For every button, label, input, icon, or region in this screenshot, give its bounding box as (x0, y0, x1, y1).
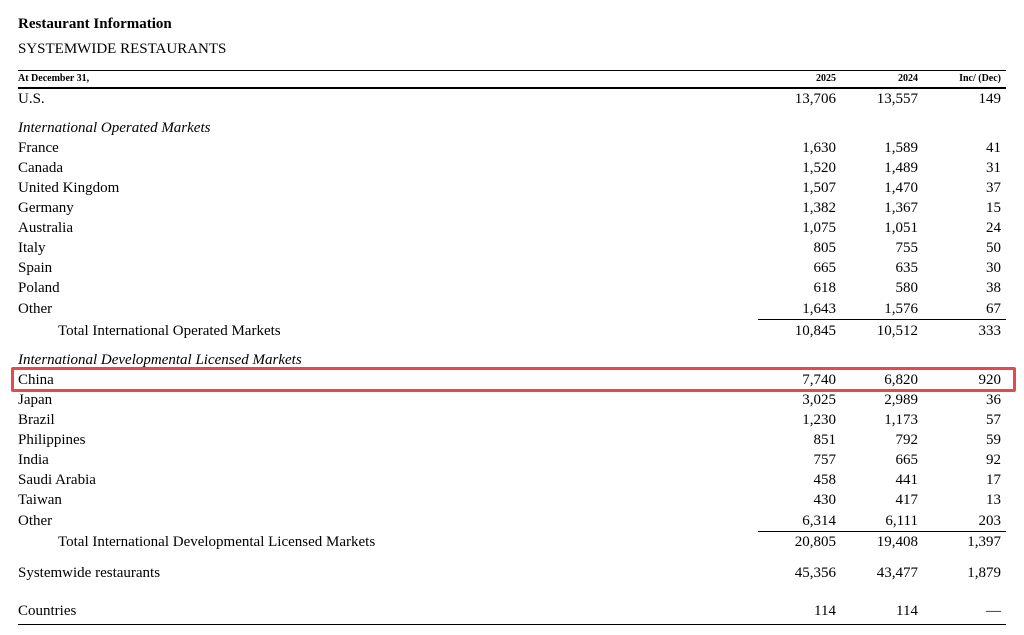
value-2024: 1,367 (884, 200, 918, 216)
value-2024: 1,589 (884, 140, 918, 156)
value-2024: 10,512 (876, 323, 918, 339)
table-row (18, 390, 1006, 410)
row-label: Other (18, 513, 53, 529)
table-row (18, 450, 1006, 470)
row-label: China (18, 372, 54, 388)
table-row (18, 178, 1006, 198)
value-2024: 417 (895, 492, 918, 508)
value-2025: 1,643 (802, 301, 836, 317)
value-2025: 20,805 (794, 534, 836, 550)
value-2025: 1,382 (802, 200, 836, 216)
row-label: Brazil (18, 412, 55, 428)
value-2024: 43,477 (876, 565, 918, 581)
value-2025: 430 (813, 492, 836, 508)
header-col-2024: 2024 (898, 73, 918, 84)
value-2025: 6,314 (802, 513, 836, 529)
value-change: 31 (986, 160, 1001, 176)
value-change: 38 (986, 280, 1001, 296)
row-label: India (18, 452, 49, 468)
value-2024: 441 (895, 472, 918, 488)
table-row (18, 410, 1006, 430)
row-label: Saudi Arabia (18, 472, 96, 488)
row-label: Philippines (18, 432, 86, 448)
value-2024: 1,173 (884, 412, 918, 428)
row-label: Other (18, 301, 53, 317)
value-change: 13 (986, 492, 1001, 508)
value-2025: 1,520 (802, 160, 836, 176)
value-change: 920 (978, 372, 1001, 388)
value-change: 203 (978, 513, 1001, 529)
row-label: United Kingdom (18, 180, 120, 196)
value-2025: 757 (813, 452, 836, 468)
value-change: 1,397 (967, 534, 1001, 550)
value-change: 57 (986, 412, 1001, 428)
value-2024: 755 (895, 240, 918, 256)
row-label: Canada (18, 160, 63, 176)
row-label: Germany (18, 200, 74, 216)
value-2024: 635 (895, 260, 918, 276)
value-2024: 13,557 (876, 91, 918, 107)
value-2024: 19,408 (876, 534, 918, 550)
row-label: Systemwide restaurants (18, 565, 161, 581)
value-change: 37 (986, 180, 1001, 196)
table-row-countries (18, 601, 1006, 621)
value-change: 92 (986, 452, 1001, 468)
row-label: Japan (18, 392, 53, 408)
table-bottom-rule (18, 624, 1006, 625)
value-2024: 1,051 (884, 220, 918, 236)
table-top-rule (18, 70, 1006, 71)
table-row (18, 238, 1006, 258)
page-title: Restaurant Information (18, 16, 172, 32)
table-row (18, 470, 1006, 490)
value-change: — (986, 603, 1001, 619)
row-label: Poland (18, 280, 60, 296)
value-change: 15 (986, 200, 1001, 216)
row-label: Italy (18, 240, 46, 256)
row-label: Total International Operated Markets (58, 323, 281, 339)
value-2024: 114 (896, 603, 918, 619)
table-row (18, 299, 1006, 319)
table-row (18, 490, 1006, 510)
value-change: 30 (986, 260, 1001, 276)
value-change: 17 (986, 472, 1001, 488)
table-row (18, 198, 1006, 218)
table-row (18, 138, 1006, 158)
header-col-change: Inc/ (Dec) (959, 73, 1001, 84)
row-label: Australia (18, 220, 73, 236)
value-2025: 13,706 (794, 91, 836, 107)
table-row (18, 218, 1006, 238)
row-label: U.S. (18, 91, 45, 107)
value-2025: 1,507 (802, 180, 836, 196)
total-row-iom (18, 321, 1006, 341)
section-heading-iom (18, 118, 1006, 138)
value-2024: 6,111 (885, 513, 918, 529)
value-2025: 851 (813, 432, 836, 448)
table-row (18, 158, 1006, 178)
value-2025: 618 (813, 280, 836, 296)
section-title: International Operated Markets (18, 120, 211, 136)
value-2025: 1,630 (802, 140, 836, 156)
value-change: 149 (978, 91, 1001, 107)
header-col-2025: 2025 (816, 73, 836, 84)
value-2025: 3,025 (802, 392, 836, 408)
value-2025: 1,075 (802, 220, 836, 236)
value-2025: 805 (813, 240, 836, 256)
table-row (18, 278, 1006, 298)
value-2024: 2,989 (884, 392, 918, 408)
table-row (18, 258, 1006, 278)
row-label: Taiwan (18, 492, 62, 508)
row-label: Total International Developmental Licensed Markets (58, 534, 376, 550)
value-change: 59 (986, 432, 1001, 448)
value-2025: 458 (813, 472, 836, 488)
table-row (18, 511, 1006, 531)
row-label: Spain (18, 260, 53, 276)
subtotal-rule (758, 319, 1006, 320)
header-date-label: At December 31, (18, 73, 90, 84)
value-2024: 6,820 (884, 372, 918, 388)
value-2025: 114 (814, 603, 836, 619)
value-change: 24 (986, 220, 1001, 236)
value-2024: 580 (895, 280, 918, 296)
total-row-idl (18, 532, 1006, 552)
table-row (18, 430, 1006, 450)
value-2024: 792 (895, 432, 918, 448)
value-2025: 10,845 (794, 323, 836, 339)
value-2025: 7,740 (802, 372, 836, 388)
table-row-us (18, 89, 1006, 109)
value-2025: 665 (813, 260, 836, 276)
value-2025: 45,356 (794, 565, 836, 581)
value-change: 333 (978, 323, 1001, 339)
table-row-systemwide (18, 563, 1006, 583)
value-2024: 1,470 (884, 180, 918, 196)
value-change: 67 (986, 301, 1001, 317)
value-change: 1,879 (967, 565, 1001, 581)
value-change: 41 (986, 140, 1001, 156)
highlight-box (11, 367, 1016, 392)
section-title: International Developmental Licensed Markets (18, 352, 302, 368)
value-change: 36 (986, 392, 1001, 408)
table-subtitle: SYSTEMWIDE RESTAURANTS (18, 41, 227, 57)
value-2024: 1,489 (884, 160, 918, 176)
row-label: France (18, 140, 59, 156)
value-change: 50 (986, 240, 1001, 256)
value-2024: 665 (895, 452, 918, 468)
value-2025: 1,230 (802, 412, 836, 428)
value-2024: 1,576 (884, 301, 918, 317)
row-label: Countries (18, 603, 77, 619)
